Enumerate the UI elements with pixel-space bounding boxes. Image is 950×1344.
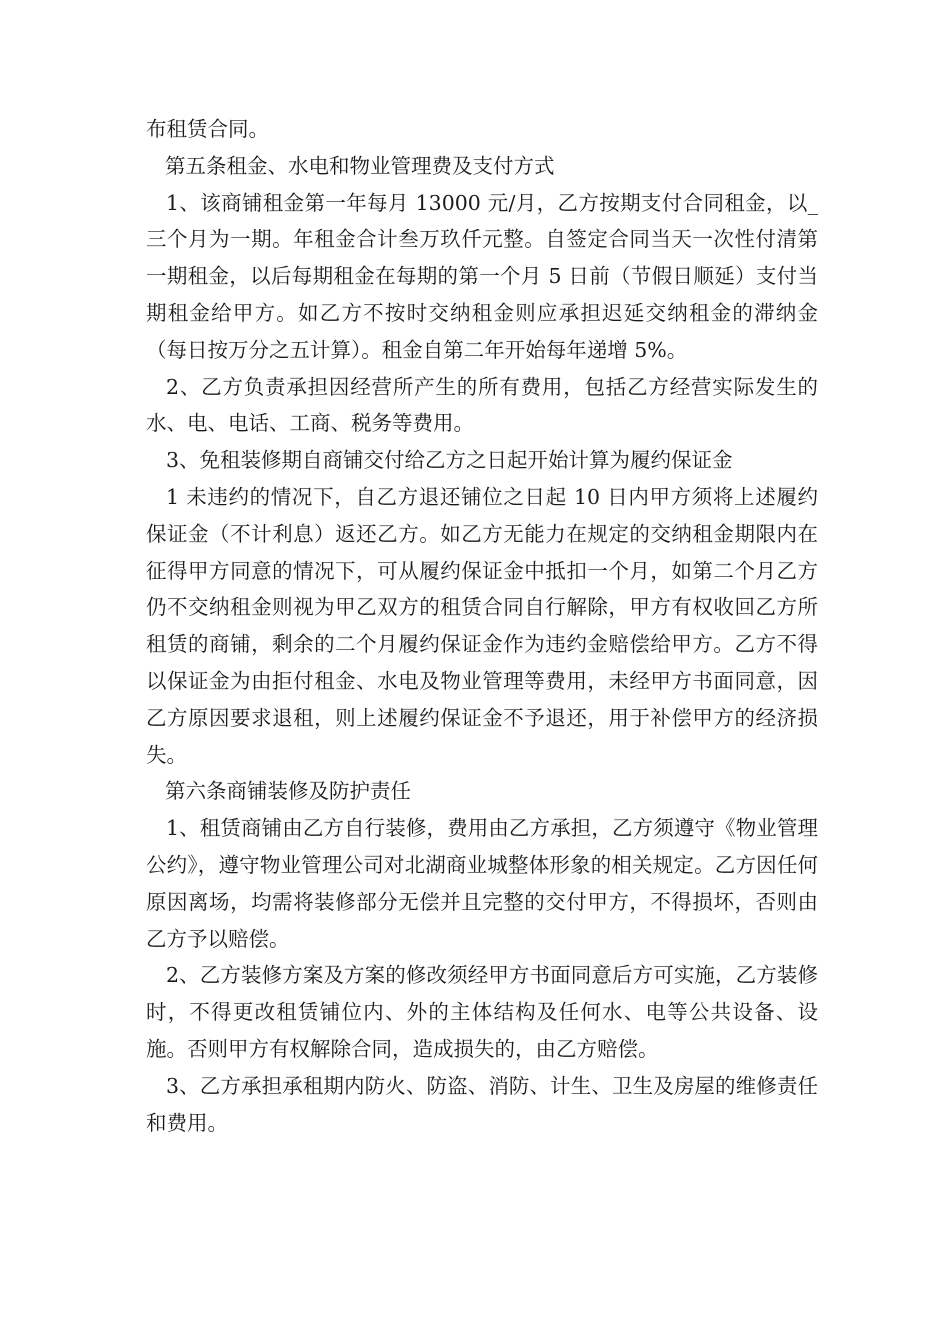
article-5-clause-1: 1、该商铺租金第一年每月 13000 元/月，乙方按期支付合同租金，以_三个月为一期。年租金合计叁万玖仟元整。自签定合同当天一次性付清第一期租金，以后每期租金在每期的第一个月 5 日前（节假日顺延）支付当期租金给甲方。如乙方不按时交纳租金则应承担迟延交纳租金的滞纳金（每日按万分之五计算）。租金自第二年开始每年递增 5%。 (146, 190, 818, 362)
article-5-clause-3: 3、免租装修期自商铺交付给乙方之日起开始计算为履约保证金 (166, 448, 733, 473)
article-6-clause-1: 1、租赁商铺由乙方自行装修，费用由乙方承担，乙方须遵守《物业管理公约》，遵守物业管理公司对北湖商业城整体形象的相关规定。乙方因任何原因离场，均需将装修部分无偿并且完整的交付甲方，不得损坏，否则由乙方予以赔偿。 (146, 816, 818, 951)
article-5-clause-2: 2、乙方负责承担因经营所产生的所有费用，包括乙方经营实际发生的水、电、电话、工商、税务等费用。 (146, 374, 818, 436)
article-6-clause-2: 2、乙方装修方案及方案的修改须经甲方书面同意后方可实施，乙方装修时，不得更改租赁铺位内、外的主体结构及任何水、电等公共设备、设施。否则甲方有权解除合同，造成损失的，由乙方赔偿。 (146, 963, 818, 1061)
article-5-deposit-paragraph: 1 未违约的情况下，自乙方退还铺位之日起 10 日内甲方须将上述履约保证金（不计利息）返还乙方。如乙方无能力在规定的交纳租金期限内在征得甲方同意的情况下，可从履约保证金中抵扣一个月，如第二个月乙方仍不交纳租金则视为甲乙双方的租赁合同自行解除，甲方有权收回乙方所租赁的商铺，剩余的二个月履约保证金作为违约金赔偿给甲方。乙方不得以保证金为由拒付租金、水电及物业管理等费用，未经甲方书面同意，因乙方原因要求退租，则上述履约保证金不予退还，用于补偿甲方的经济损失。 (146, 484, 818, 767)
document-page (146, 111, 818, 1141)
article-5-heading: 第五条租金、水电和物业管理费及支付方式 (165, 153, 555, 178)
paragraph-continuation: 布租赁合同。 (146, 117, 269, 141)
article-6-heading: 第六条商铺装修及防护责任 (165, 779, 411, 804)
article-6-clause-3: 3、乙方承担承租期内防火、防盗、消防、计生、卫生及房屋的维修责任和费用。 (146, 1073, 818, 1135)
